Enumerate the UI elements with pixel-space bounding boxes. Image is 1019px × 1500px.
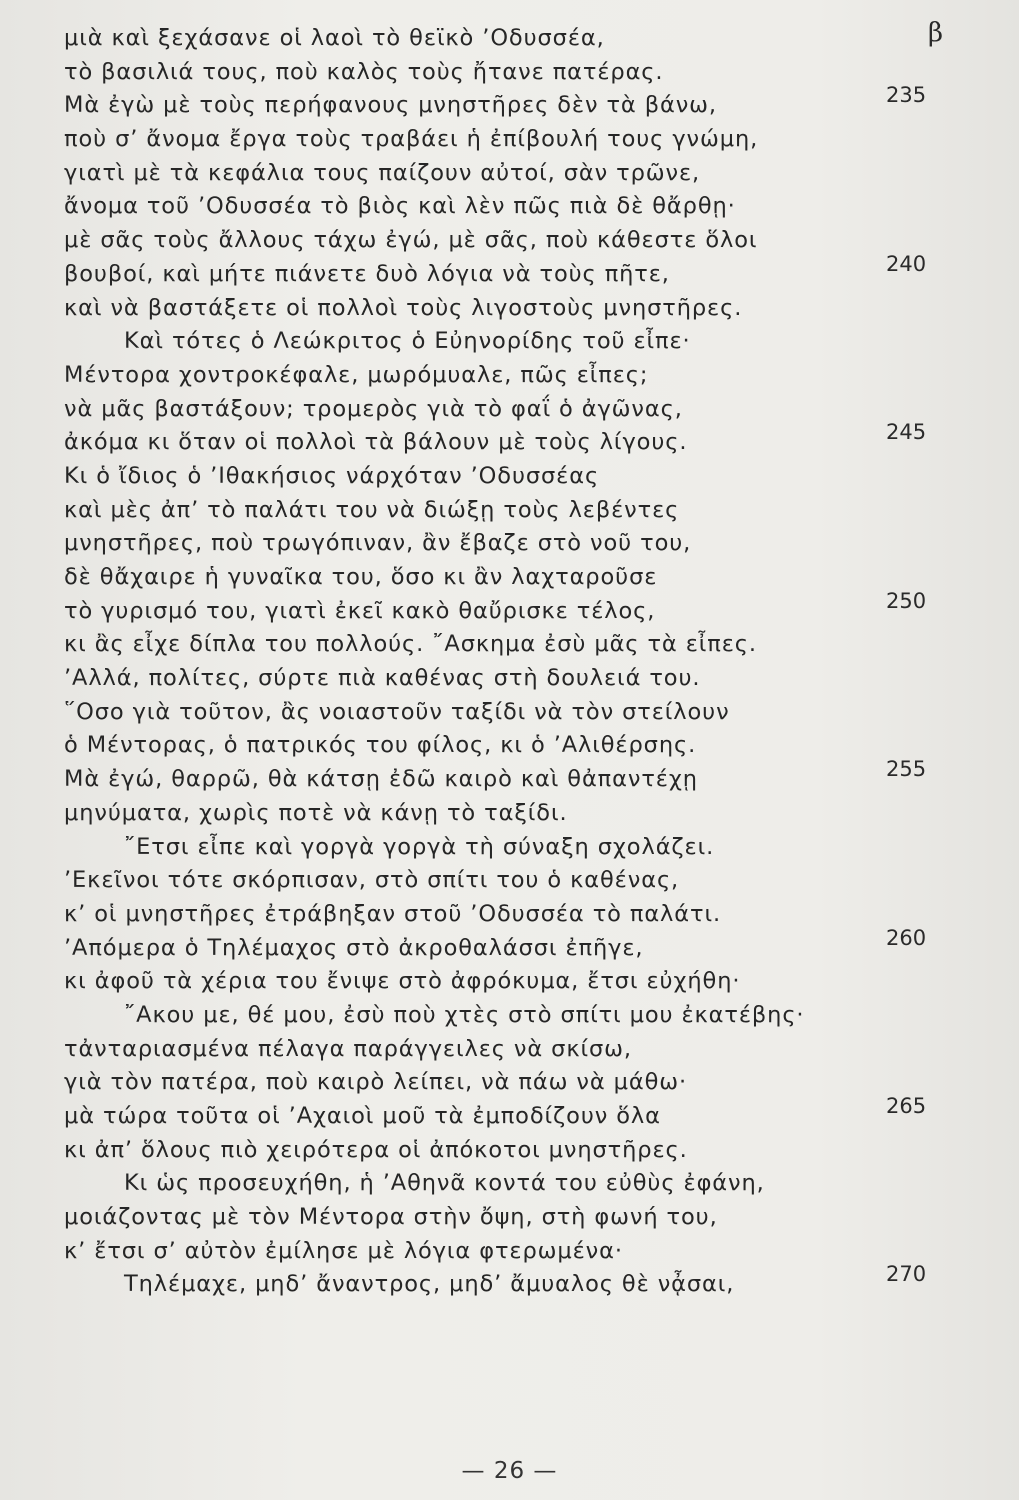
verse-text: γιατὶ μὲ τὰ κεφάλια τους παίζουν αὐτοί, σὰν τρῶνε, bbox=[64, 159, 701, 186]
verse-line bbox=[0, 729, 1019, 763]
verse-text: μὲ σᾶς τοὺς ἄλλους τάχω ἐγώ, μὲ σᾶς, ποὺ κάθεστε ὅλοι bbox=[64, 227, 758, 254]
verse-text: τὸ βασιλιά τους, ποὺ καλὸς τοὺς ἤτανε πατέρας. bbox=[64, 58, 664, 85]
verse-line bbox=[0, 56, 1019, 90]
line-number: 265 bbox=[886, 1094, 927, 1118]
verse-line bbox=[0, 1094, 1019, 1134]
verse-line bbox=[0, 1201, 1019, 1235]
verse-text: μὰ τώρα τοῦτα οἱ ’Αχαιοὶ μοῦ τὰ ἐμποδίζουν ὅλα bbox=[64, 1103, 661, 1129]
verse-line bbox=[0, 925, 1019, 966]
verse-text: ἀκόμα κι ὅταν οἱ πολλοὶ τὰ βάλουν μὲ τοὺς λίγους. bbox=[64, 429, 688, 456]
verse-line bbox=[0, 251, 1019, 292]
verse-lines bbox=[0, 22, 1019, 1302]
verse-text: Κι ὁ ἴδιος ὁ ’Ιθακήσιος νάρχόταν ’Οδυσσέας bbox=[64, 462, 600, 489]
line-number: 255 bbox=[886, 757, 927, 782]
verse-text: βουβοί, καὶ μήτε πιάνετε δυὸ λόγια νὰ τοὺς πῆτε, bbox=[64, 260, 670, 287]
verse-line bbox=[0, 757, 1019, 797]
verse-line bbox=[0, 1066, 1019, 1100]
verse-text: μηνύματα, χωρὶς ποτὲ νὰ κάνῃ τὸ ταξίδι. bbox=[64, 799, 568, 826]
page-number: — 26 — bbox=[461, 1458, 558, 1484]
line-number: 270 bbox=[886, 1262, 927, 1287]
verse-line bbox=[0, 864, 1019, 898]
verse-line bbox=[0, 898, 1019, 932]
verse-line bbox=[0, 325, 1019, 359]
verse-text: γιὰ τὸν πατέρα, ποὺ καιρὸ λείπει, νὰ πάω νὰ μάθω· bbox=[64, 1069, 688, 1096]
verse-line bbox=[0, 494, 1019, 528]
verse-text: ’Απόμερα ὁ Τηλέμαχος στὸ ἀκροθαλάσσι ἐπῆγε, bbox=[64, 934, 644, 961]
verse-text: ποὺ σ’ ἄνομα ἔργα τοὺς τραβάει ἡ ἐπίβουλή τους γνώμη, bbox=[64, 126, 759, 153]
line-number: 245 bbox=[886, 420, 927, 445]
verse-line bbox=[0, 123, 1019, 157]
verse-text: κι ἂς εἶχε δίπλα του πολλούς. ῎Ασκημα ἐσὺ μᾶς τὰ εἶπες. bbox=[64, 631, 757, 658]
verse-line bbox=[0, 420, 1019, 460]
verse-text: Μὰ ἐγώ, θαρρῶ, θὰ κάτσῃ ἐδῶ καιρὸ καὶ θἀπαντέχῃ bbox=[64, 766, 698, 793]
verse-text: τὸ γυρισμό του, γιατὶ ἐκεῖ κακὸ θαὔρισκε τέλος, bbox=[64, 597, 656, 624]
verse-line bbox=[0, 999, 1019, 1033]
line-number: 250 bbox=[886, 588, 927, 613]
verse-line bbox=[0, 588, 1019, 629]
verse-line bbox=[0, 292, 1019, 326]
verse-line bbox=[0, 561, 1019, 595]
verse-text: ῎Ακου με, θέ μου, ἐσὺ ποὺ χτὲς στὸ σπίτι μου ἐκατέβης· bbox=[124, 1001, 805, 1028]
verse-line bbox=[0, 1262, 1019, 1302]
verse-line bbox=[0, 1167, 1019, 1201]
verse-line bbox=[0, 831, 1019, 865]
verse-line bbox=[0, 1033, 1019, 1067]
line-number: 260 bbox=[886, 925, 927, 950]
line-number: 240 bbox=[886, 251, 927, 276]
verse-text: ’Εκεῖνοι τότε σκόρπισαν, στὸ σπίτι του ὁ καθένας, bbox=[64, 867, 680, 894]
verse-line bbox=[0, 22, 1019, 56]
verse-text: καὶ μὲς ἀπ’ τὸ παλάτι του νὰ διώξῃ τοὺς λεβέντες bbox=[64, 496, 680, 523]
verse-text: τἀνταριασμένα πέλαγα παράγγειλες νὰ σκίσω, bbox=[64, 1035, 632, 1062]
verse-line bbox=[0, 662, 1019, 696]
verse-text: δὲ θἄχαιρε ἡ γυναῖκα του, ὅσο κι ἂν λαχταροῦσε bbox=[64, 564, 658, 590]
verse-line bbox=[0, 157, 1019, 191]
verse-text: Μὰ ἐγὼ μὲ τοὺς περήφανους μνηστῆρες δὲν τὰ βάνω, bbox=[64, 92, 717, 119]
verse-text: μοιάζοντας μὲ τὸν Μέντορα στὴν ὄψη, στὴ φωνή του, bbox=[64, 1204, 718, 1231]
verse-text: κ’ ἔτσι σ’ αὐτὸν ἐμίλησε μὲ λόγια φτερωμένα· bbox=[64, 1237, 623, 1264]
verse-text: κι ἀπ’ ὅλους πιὸ χειρότερα οἱ ἀπόκοτοι μνηστῆρες. bbox=[64, 1136, 688, 1163]
book-marker: β bbox=[928, 18, 944, 48]
verse-line bbox=[0, 965, 1019, 999]
verse-text: Κι ὡς προσευχήθη, ἡ ’Αθηνᾶ κοντά του εὐθὺς ἐφάνη, bbox=[124, 1170, 765, 1197]
verse-text: ὁ Μέντορας, ὁ πατρικός του φίλος, κι ὁ ’Αλιθέρσης. bbox=[64, 732, 697, 759]
verse-text: Καὶ τότες ὁ Λεώκριτος ὁ Εὐηνορίδης τοῦ εἶπε· bbox=[124, 328, 691, 355]
verse-line bbox=[0, 224, 1019, 258]
verse-text: μνηστῆρες, ποὺ τρωγόπιναν, ἂν ἔβαζε στὸ νοῦ του, bbox=[64, 530, 692, 557]
verse-text: καὶ νὰ βαστάξετε οἱ πολλοὶ τοὺς λιγοστοὺς μνηστῆρες. bbox=[64, 294, 743, 321]
verse-line bbox=[0, 527, 1019, 561]
verse-line bbox=[0, 696, 1019, 730]
verse-text: ’Αλλά, πολίτες, σύρτε πιὰ καθένας στὴ δουλειά του. bbox=[64, 665, 701, 692]
line-number: 235 bbox=[886, 83, 927, 108]
verse-text: ἄνομα τοῦ ’Οδυσσέα τὸ βιὸς καὶ λὲν πῶς πιὰ δὲ θἄρθῃ· bbox=[64, 193, 736, 220]
verse-text: ῞Οσο γιὰ τοῦτον, ἂς νοιαστοῦν ταξίδι νὰ τὸν στείλουν bbox=[64, 698, 730, 725]
verse-line bbox=[0, 797, 1019, 831]
verse-line bbox=[0, 393, 1019, 427]
verse-text: κ’ οἱ μνηστῆρες ἐτράβηξαν στοῦ ’Οδυσσέα τὸ παλάτι. bbox=[64, 900, 722, 927]
verse-text: κι ἀφοῦ τὰ χέρια του ἔνιψε στὸ ἀφρόκυμα, ἔτσι εὐχήθη· bbox=[64, 968, 741, 995]
verse-line bbox=[0, 628, 1019, 662]
verse-line bbox=[0, 460, 1019, 494]
verse-line bbox=[0, 359, 1019, 393]
verse-text: νὰ μᾶς βαστάξουν; τρομερὸς γιὰ τὸ φαΐ ὁ ἀγῶνας, bbox=[64, 395, 683, 422]
verse-text: μιὰ καὶ ξεχάσανε οἱ λαοὶ τὸ θεϊκὸ ’Οδυσσέα, bbox=[64, 25, 605, 51]
verse-line bbox=[0, 190, 1019, 224]
verse-line bbox=[0, 1134, 1019, 1168]
verse-text: ῎Ετσι εἶπε καὶ γοργὰ γοργὰ τὴ σύναξη σχολάζει. bbox=[124, 833, 715, 860]
verse-text: Μέντορα χοντροκέφαλε, μωρόμυαλε, πῶς εἶπες; bbox=[64, 361, 649, 388]
verse-line bbox=[0, 83, 1019, 123]
verse-text: Τηλέμαχε, μηδ’ ἄναντρος, μηδ’ ἄμυαλος θὲ νᾆσαι, bbox=[124, 1271, 735, 1298]
verse-line bbox=[0, 1235, 1019, 1269]
